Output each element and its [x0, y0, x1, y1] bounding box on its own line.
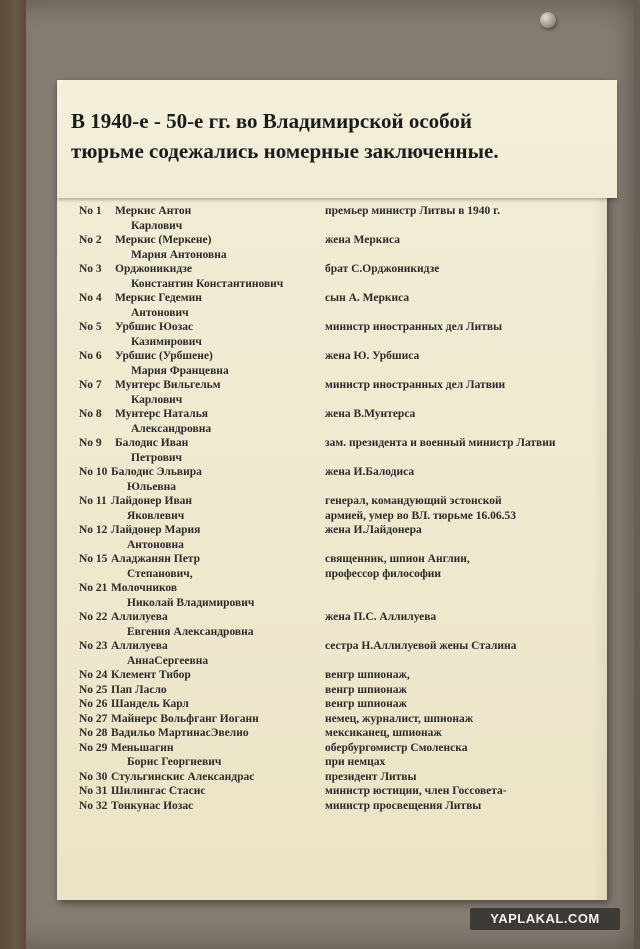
- entry-name-continued: Борис Георгиевич: [127, 756, 222, 768]
- entry-description: министр просвещения Литвы: [325, 799, 482, 812]
- entry-name: Тонкунас Иозас: [111, 799, 194, 812]
- entry-number: No 22: [79, 611, 108, 623]
- entry-description: президент Литвы: [325, 770, 417, 783]
- entry-name: Балодис Иван: [115, 437, 189, 449]
- entry-description: брат С.Орджоникидзе: [325, 263, 440, 275]
- title-line-1: В 1940-е - 50-е гг. во Владимирской особой: [71, 109, 473, 133]
- entry-name: Майнерс Вольфганг Иоганн: [111, 712, 259, 725]
- entry-name: Балодис Эльвира: [111, 466, 202, 478]
- title-overlay: [57, 80, 617, 198]
- entry-number: No 7: [79, 379, 102, 391]
- entry-name-continued: Карлович: [131, 393, 183, 406]
- entry-description: сын А. Меркиса: [325, 292, 410, 304]
- entry-description: немец, журналист, шпионаж: [325, 712, 474, 725]
- entry-name-continued: Антоновна: [127, 538, 184, 551]
- entry-name: Аллилуева: [111, 611, 168, 623]
- entry-name: Орджоникидзе: [115, 263, 192, 275]
- entry-name-continued: Николай Владимирович: [127, 596, 255, 609]
- entry-description: священник, шпион Англии,: [325, 553, 470, 565]
- entry-description: венгр шпионаж,: [325, 669, 410, 681]
- entry-number: No 2: [79, 234, 102, 246]
- entry-name-continued: АннаСергеевна: [127, 654, 209, 667]
- entry-number: No 32: [79, 799, 108, 812]
- entry-name: Лайдонер Иван: [111, 495, 193, 507]
- entry-description: обербургомистр Смоленска: [325, 741, 468, 754]
- entry-name-continued: Юльевна: [127, 480, 177, 493]
- entry-name: Урбшис (Урбшене): [115, 350, 213, 362]
- entry-name: Мунтерс Вильгельм: [115, 379, 221, 391]
- entry-name-continued: Петрович: [131, 451, 183, 464]
- entry-name: Пап Ласло: [111, 683, 167, 696]
- entry-name-continued: Казимирович: [131, 335, 202, 348]
- entry-name: Лайдонер Мария: [111, 524, 201, 536]
- entry-number: No 3: [79, 263, 102, 275]
- entry-name-continued: Карлович: [131, 219, 183, 232]
- entry-number: No 27: [79, 712, 108, 725]
- entry-name: Аллилуева: [111, 640, 168, 652]
- entry-number: No 11: [79, 495, 107, 507]
- document-title: [71, 106, 611, 166]
- entry-number: No 5: [79, 321, 102, 333]
- entry-number: No 26: [79, 698, 108, 710]
- entry-name-continued: Мария Францевна: [131, 364, 229, 377]
- site-watermark: YAPLAKAL.COM: [470, 908, 620, 930]
- entry-description: мексиканец, шпионаж: [325, 727, 442, 739]
- entry-description: жена И.Лайдонера: [325, 524, 422, 536]
- entry-description: венгр шпионаж: [325, 698, 407, 710]
- entry-number: No 31: [79, 785, 108, 797]
- entry-name: Вадильо МартинасЭвелио: [111, 727, 249, 739]
- entry-name-continued: Степанович,: [127, 567, 193, 580]
- entry-number: No 6: [79, 350, 102, 362]
- entry-name-continued: Александровна: [131, 422, 212, 435]
- push-pin-icon: [540, 12, 556, 28]
- entry-description-continued: армией, умер во ВЛ. тюрьме 16.06.53: [325, 509, 517, 522]
- entry-number: No 12: [79, 524, 108, 536]
- entry-number: No 21: [79, 582, 108, 594]
- entry-number: No 23: [79, 640, 108, 652]
- entry-number: No 29: [79, 741, 108, 754]
- entry-name: Молочников: [111, 582, 178, 594]
- entry-name: Урбшис Юозас: [115, 321, 194, 333]
- entry-name: Шилингас Стасис: [111, 785, 206, 797]
- entry-description: министр юстиции, член Госсовета-: [325, 785, 507, 797]
- entry-description: премьер министр Литвы в 1940 г.: [325, 205, 500, 217]
- entry-number: No 4: [79, 292, 102, 304]
- entry-name-continued: Евгения Александровна: [127, 625, 254, 638]
- entry-name: Аладжанян Петр: [111, 553, 200, 565]
- entry-number: No 8: [79, 408, 102, 420]
- entry-description: сестра Н.Аллилуевой жены Сталина: [325, 640, 517, 652]
- entry-name: Мунтерс Наталья: [115, 408, 208, 420]
- entry-number: No 28: [79, 727, 108, 739]
- entry-number: No 24: [79, 669, 108, 681]
- entry-number: No 25: [79, 683, 108, 696]
- prisoner-list: [57, 80, 607, 900]
- entry-description: жена П.С. Аллилуева: [325, 611, 437, 623]
- board-edge: [0, 0, 26, 949]
- entry-description-continued: при немцах: [325, 756, 386, 768]
- entry-description: венгр шпионаж: [325, 683, 407, 696]
- entry-name: Меркис (Меркене): [115, 234, 212, 246]
- document-sheet: [57, 80, 607, 900]
- entry-description: жена И.Балодиса: [325, 466, 415, 478]
- entry-description: министр иностранных дел Латвии: [325, 379, 506, 391]
- entry-number: No 30: [79, 770, 108, 783]
- entry-number: No 15: [79, 553, 108, 565]
- entry-description: жена Ю. Урбшиса: [325, 350, 420, 362]
- entry-name: Клемент Тибор: [111, 669, 191, 681]
- entry-description: министр иностранных дел Литвы: [325, 321, 503, 333]
- title-line-2: тюрьме содежались номерные заключенные.: [71, 139, 499, 163]
- entry-name: Шандель Карл: [111, 698, 189, 710]
- entry-number: No 1: [79, 205, 102, 217]
- entry-name: Меркис Гедемин: [115, 292, 202, 304]
- entry-name-continued: Яковлевич: [127, 509, 185, 522]
- entry-name: Меньшагин: [111, 741, 174, 754]
- entry-number: No 10: [79, 466, 108, 478]
- entry-description: жена В.Мунтерса: [325, 408, 416, 420]
- entry-description: зам. президента и военный министр Латвии: [325, 437, 556, 449]
- entry-name-continued: Мария Антоновна: [131, 248, 227, 261]
- entry-name-continued: Антонович: [131, 306, 189, 319]
- entry-description-continued: профессор философии: [325, 567, 442, 580]
- entry-description: генерал, командующий эстонской: [325, 495, 502, 507]
- entry-name: Меркис Антон: [115, 205, 192, 217]
- entry-name: Стульгинскис Александрас: [111, 770, 255, 783]
- entry-number: No 9: [79, 437, 102, 449]
- entry-name-continued: Константин Константинович: [131, 277, 284, 290]
- entry-description: жена Меркиса: [325, 234, 400, 246]
